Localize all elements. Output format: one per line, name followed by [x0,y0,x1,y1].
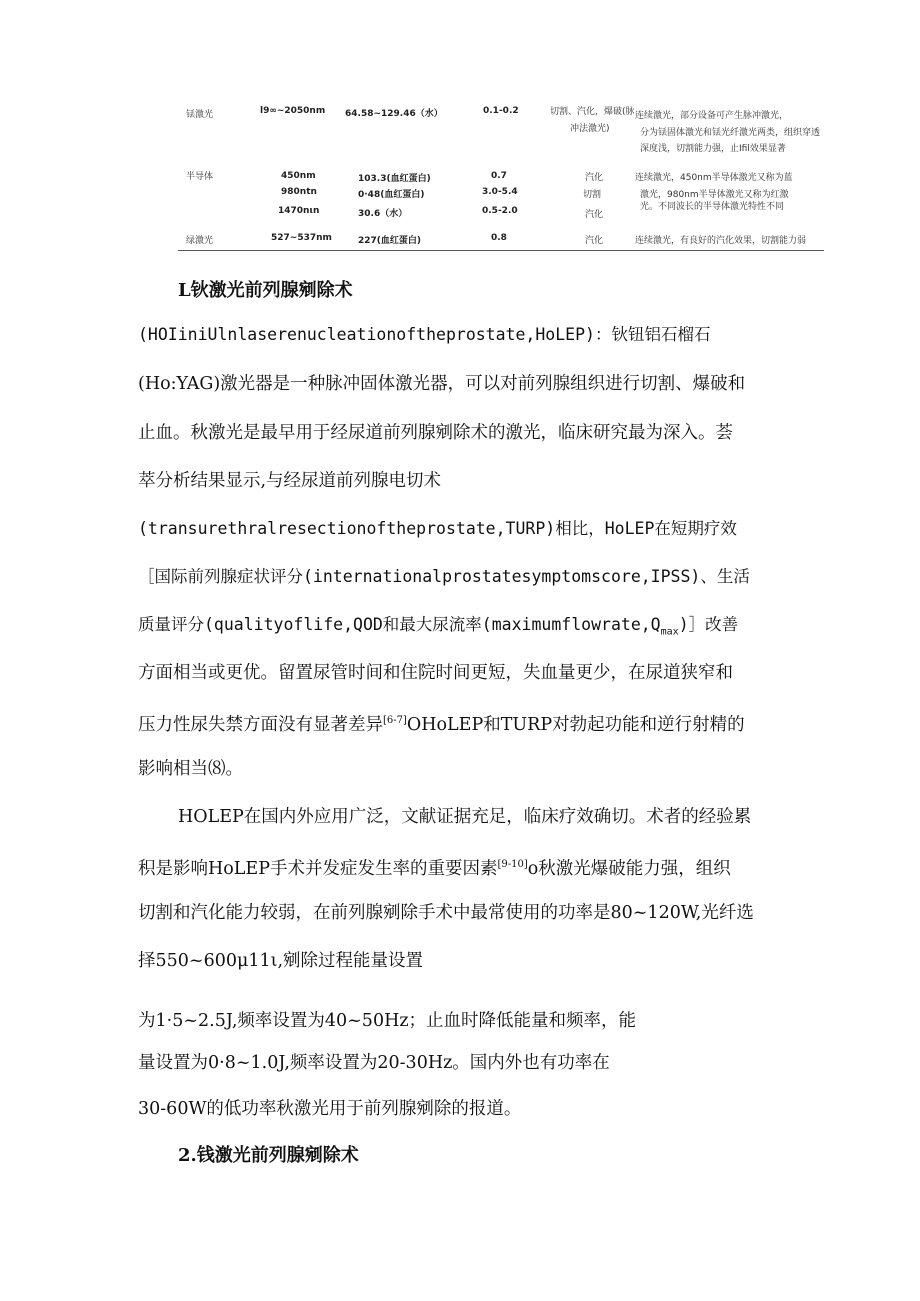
text-line [138,614,738,643]
table-cell-effect: 汽化 [585,236,604,246]
table-cell-depth: 0.7 [491,171,507,181]
table-cell-absorption: 30.6（水） [358,209,408,219]
table-cell-effect: 切割、汽化，爆破(脉 [550,107,635,117]
table-cell-notes: 连续激光，部分设备可产生脉冲激光， [635,111,789,121]
text-line: 切割和汽化能力较弱，在前列腺剜除手术中最常使用的功率是80~120W,光纤选 [138,903,754,923]
text-line: HOLEP在国内外应用广泛，文献证据充足，临床疗效确切。术者的经验累 [178,807,752,827]
table-cell-name: 绿激光 [186,236,214,246]
table-cell-name: 铥激光 [186,110,214,120]
table-cell-wavelength: l9∞~2050nm [260,106,326,116]
text-line: 萃分析结果显示,与经尿道前列腺电切术 [138,471,442,491]
table-cell-name: 半导体 [186,172,214,182]
table-cell-notes: 分为铥固体激光和铥光纤激光两类，组织穿透 [640,128,821,138]
text-line: 量设置为0·8~1.0J,频率设置为20-30Hz。国内外也有功率在 [138,1053,610,1073]
table-cell-notes: 连续激光，450nm半导体激光又称为蓝 [635,173,793,183]
table-cell-notes: 连续激光，有良好的汽化效果，切割能力弱 [635,236,807,246]
text-line: 为1·5~2.5J,频率设置为40~50Hz；止血时降低能量和频率，能 [138,1011,637,1031]
text-line: (transurethralresectionoftheprostate,TURP)相比，HoLEP在短期疗效 [138,519,737,538]
text-line: (Ho:YAG)激光器是一种脉冲固体激光器，可以对前列腺组织进行切割、爆破和 [138,374,746,394]
text-line [138,854,731,880]
table-cell-depth: 3.0-5.4 [482,187,518,197]
table-cell-depth: 0.8 [491,233,507,243]
table-cell-wavelength: 527~537nm [271,233,332,243]
table-cell-wavelength: 980ntn [281,187,317,197]
text-line: 方面相当或更优。留置尿管时间和住院时间更短，失血量更少，在尿道狭窄和 [138,663,733,683]
table-cell-depth: 0.5-2.0 [482,206,518,216]
section-heading: L钬激光前列腺剜除术 [178,280,353,301]
table-cell-notes: 光。不同波长的半导体激光特性不同 [640,202,785,212]
text-line: 择550~600μ11ι,剜除过程能量设置 [138,951,424,971]
text-segment: 压力性尿失禁方面没有显著差异 [138,714,383,735]
text-line: ［国际前列腺症状评分(internationalprostatesymptomscore,IPSS)、生活 [138,567,750,586]
table-cell-notes: 激光，980nm半导体激光又称为红激 [640,190,789,200]
table-cell-absorption: 64.58~129.46（水） [345,109,443,119]
table-cell-notes: 深度浅，切割能力强，止Ifil效果显著 [640,144,786,154]
citation: [6-7] [383,715,407,726]
table-cell-wavelength: 1470nιn [278,206,320,216]
text-line: 止血。秋激光是最早用于经尿道前列腺剜除术的激光，临床研究最为深入。荟 [138,423,733,443]
text-segment: 质量评分(qualityoflife,QOD和最大尿流率(maximumflowrate,Q [138,615,661,634]
section-heading: 2.钱激光前列腺剜除术 [178,1145,359,1166]
text-segment: OHoLEP和TURP对勃起功能和逆行射精的 [406,714,745,735]
table-cell-absorption: 103.3(血红蛋白) [358,174,431,184]
text-line: 30-60W的低功率秋激光用于前列腺剜除的报道。 [138,1099,522,1119]
citation: [9-10] [497,859,528,870]
table-cell-absorption: 227(血红蛋白) [358,236,422,246]
text-line [138,710,745,736]
table-cell-effect: 汽化 [585,173,604,183]
table-bottom-rule [178,250,824,251]
table-cell-effect: 切割 [583,190,602,200]
text-line: (HOIiniUlnlaserenucleationoftheprostate,HoLEP)：钬钮铝石榴石 [138,325,711,344]
table-cell-effect: 冲法激光) [570,124,610,134]
text-segment: )］改善 [678,615,739,634]
text-line: 影响相当⑻。 [138,759,243,779]
table-cell-absorption: 0·48(血红蛋白) [358,190,425,200]
table-cell-depth: 0.1-0.2 [483,106,519,116]
subscript: max [660,626,679,638]
table-cell-effect: 汽化 [585,210,604,220]
text-segment: 积是影响HoLEP手术并发症发生率的重要因素 [138,858,498,879]
table-cell-wavelength: 450nm [281,171,316,181]
text-segment: o秋激光爆破能力强，组织 [527,858,731,879]
